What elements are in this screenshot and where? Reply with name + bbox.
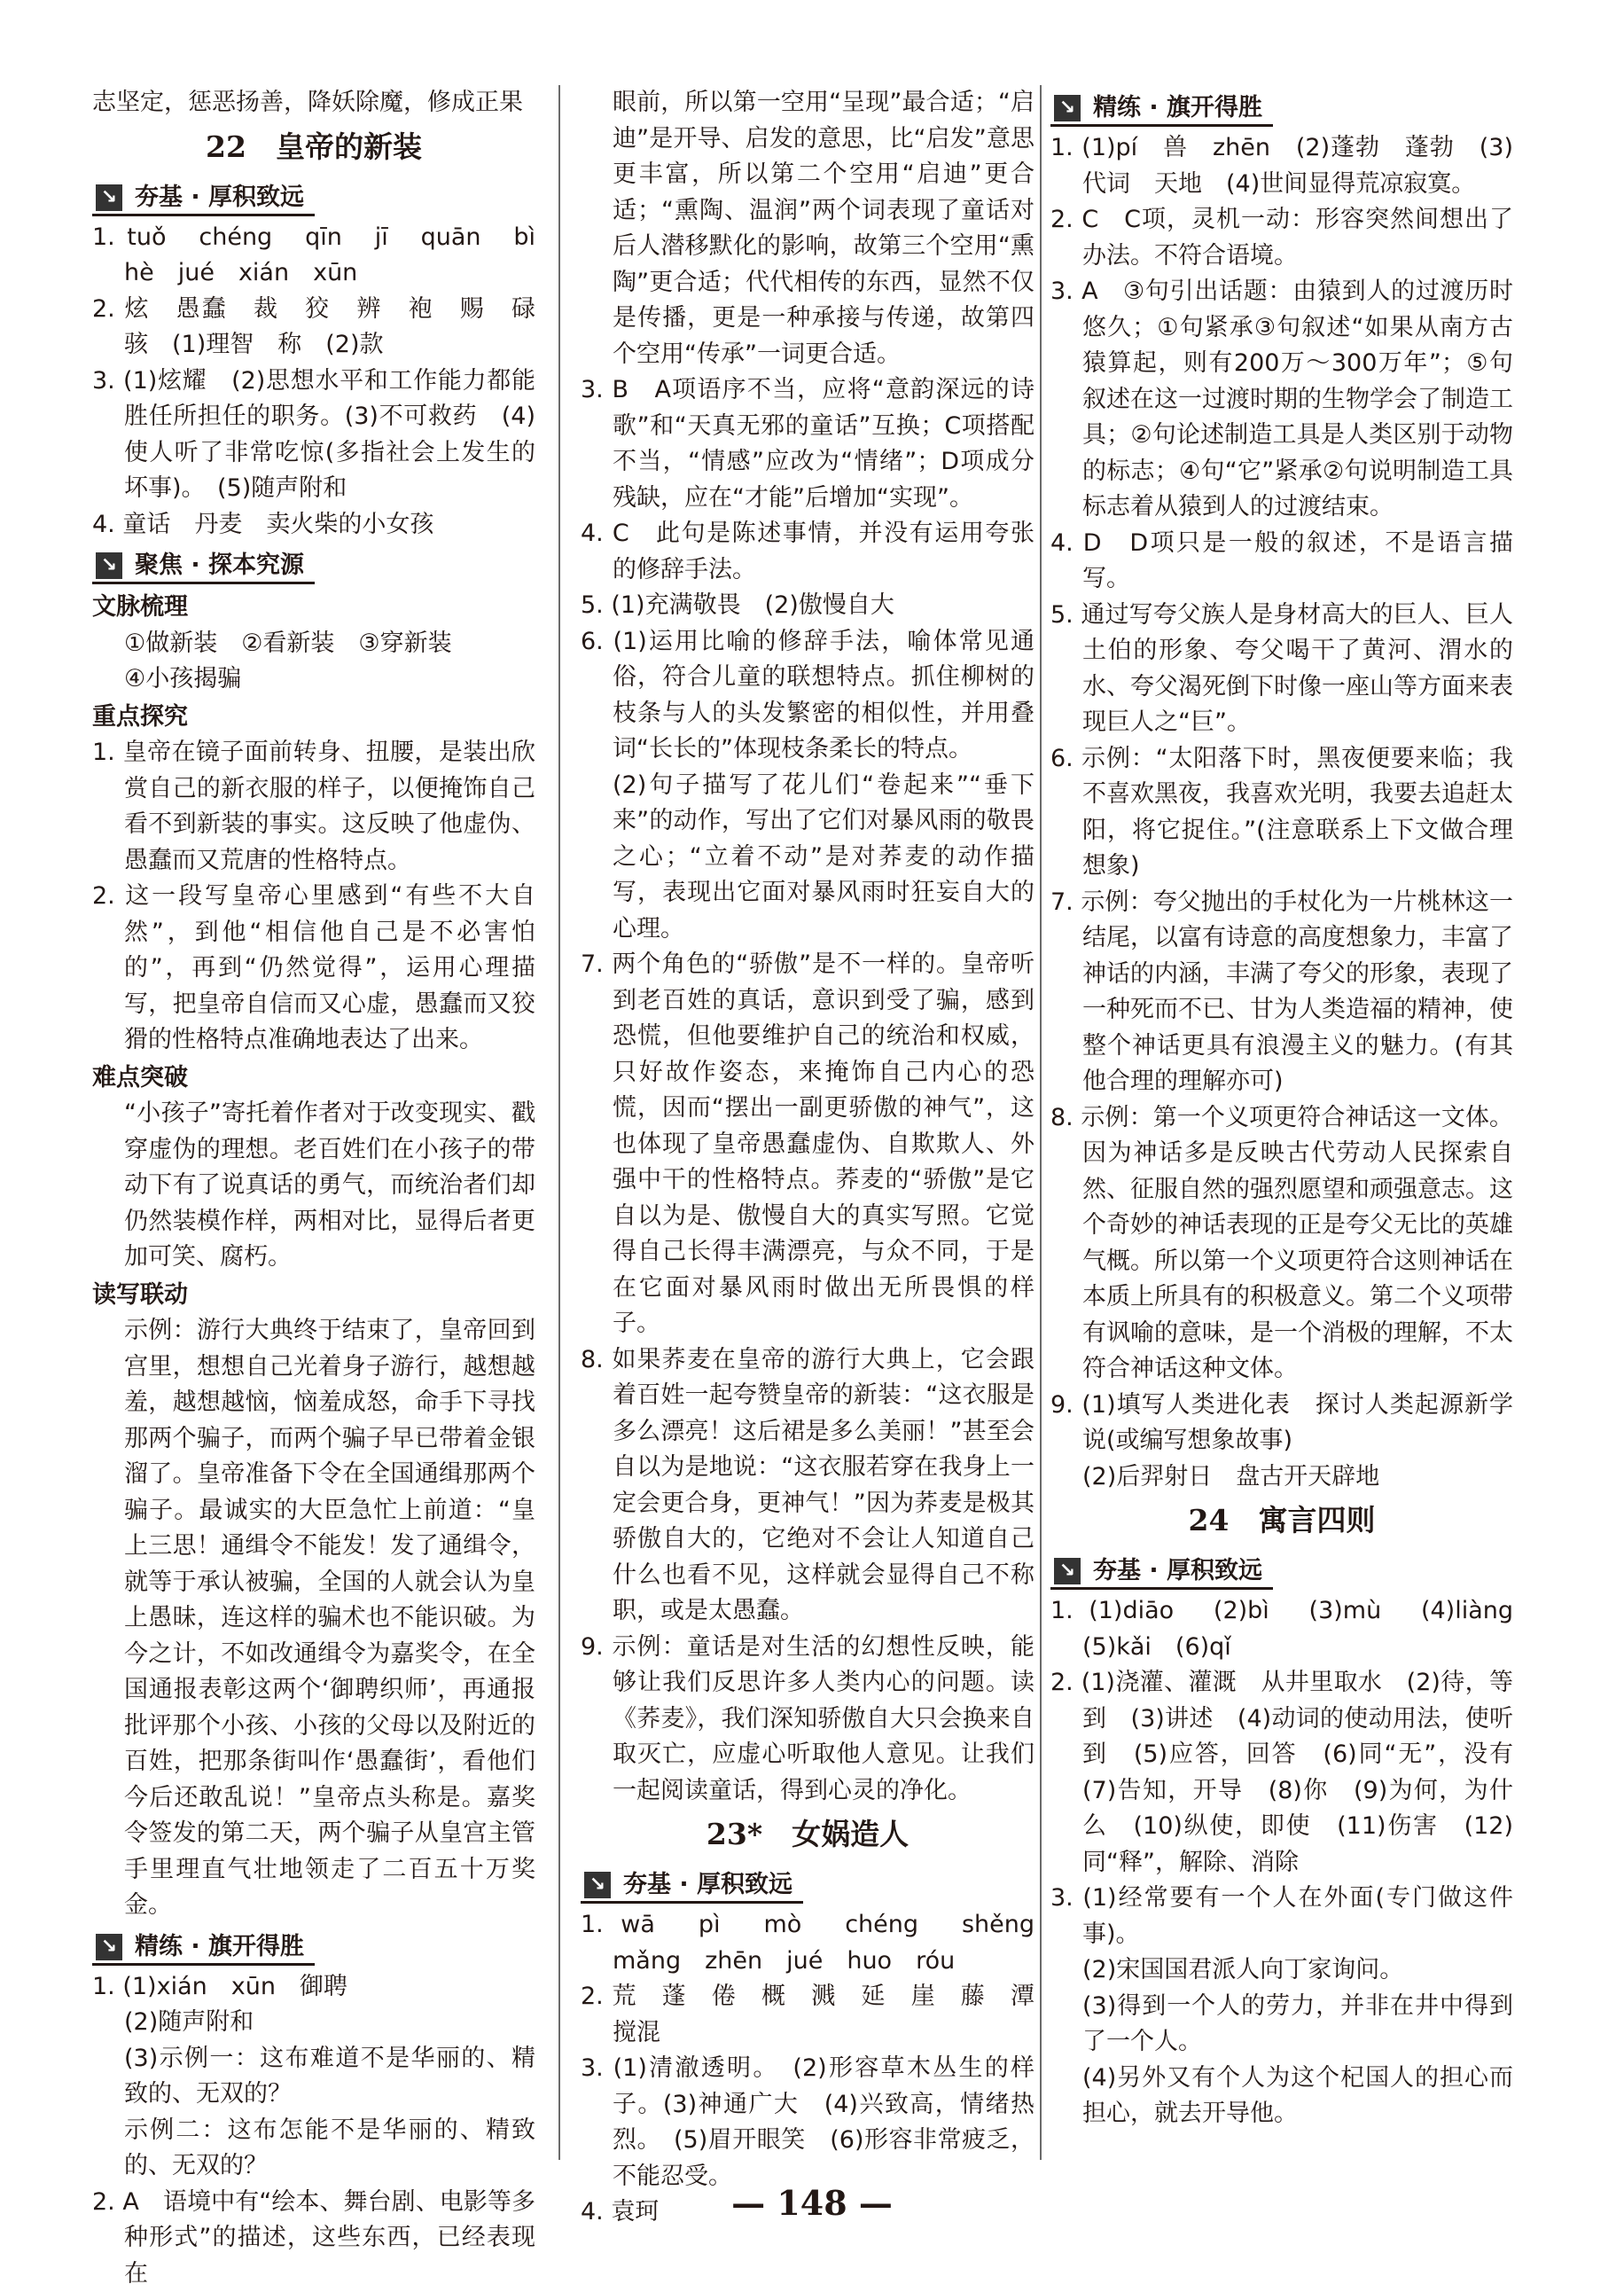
subsection-title: 重点探究	[92, 700, 535, 736]
answer-paragraph: “小孩子”寄托着作者对于改变现实、戳穿虚伪的理想。老百姓们在小孩子的带动下有了说真话的勇气，而统治者们却仍然装模作样，两相对比，显得后者更加可笑、腐朽。	[92, 1096, 535, 1276]
answer-paragraph: (2)宋国国君派人向丁家询问。	[1050, 1952, 1513, 1989]
answer-item: 3. B A项语序不当，应将“意韵深远的诗歌”和“天真无邪的童话”互换；C项搭配不当，“情感”应改为“情绪”；D项成分残缺，应在“才能”后增加“实现”。	[581, 372, 1035, 516]
section-label: 夯基 · 厚积致远	[135, 184, 304, 211]
section-label: 精练 · 旗开得胜	[135, 1933, 304, 1960]
section-header-row	[1050, 1548, 1513, 1593]
column-divider	[1040, 85, 1042, 2160]
answer-item: 2. 这一段写皇帝心里感到“有些不大自然”，到他“相信他自己是不必害怕的”，再到“仍然觉得”，运用心理描写，把皇帝自信而又心虚，愚蠢而又狡猾的性格特点准确地表达了出来。	[92, 879, 535, 1059]
section-arrow-icon: ↘	[96, 552, 122, 579]
answer-item: 7. 两个角色的“骄傲”是不一样的。皇帝听到老百姓的真话，意识到受了骗，感到恐慌，但他要维护自己的统治和权威，只好故作姿态，来掩饰自己内心的恐慌，因而“摆出一副更骄傲的神气”，这也体现了皇帝愚蠢虚伪、自欺欺人、外强中干的性格特点。荞麦的“骄傲”是它自以为是、傲慢自大的真实写照。它觉得自己长得丰满漂亮，与众不同，于是在它面对暴风雨时做出无所畏惧的样子。	[581, 947, 1035, 1342]
subsection-title: 文脉梳理	[92, 590, 535, 626]
section-arrow-icon: ↘	[96, 1934, 122, 1960]
answer-item: 2. A 语境中有“绘本、舞台剧、电影等多种形式”的描述，这些东西，已经表现在	[92, 2185, 535, 2292]
answer-item: 1. (1)pí 兽 zhēn (2)蓬勃 蓬勃 (3)代词 天地 (4)世间显得荒凉寂寞。	[1050, 130, 1513, 202]
section-header	[1050, 92, 1273, 127]
chapter-title: 24 寓言四则	[1050, 1497, 1513, 1545]
answer-item: 1. (1)xián xūn 御聘	[92, 1969, 535, 2006]
page-number: — 148 —	[0, 2183, 1624, 2223]
answer-item: 3. (1)经常要有一个人在外面(专门做这件事)。	[1050, 1881, 1513, 1952]
section-arrow-icon: ↘	[584, 1872, 611, 1898]
answer-item: 3. (1)清澈透明。 (2)形容草木丛生的样子。(3)神通广大 (4)兴致高，情绪热烈。 (5)眉开眼笑 (6)形容非常疲乏，不能忍受。	[581, 2051, 1035, 2194]
answer-item: 1. wā pì mò chéng shěng mǎng zhēn jué huo róu	[581, 1907, 1035, 1979]
column-divider	[558, 85, 560, 2160]
column-right	[1050, 85, 1513, 2132]
answer-paragraph: 示例：游行大典终于结束了，皇帝回到宫里，想想自己光着身子游行，越想越羞，越想越恼，恼羞成怒，命手下寻找那两个骗子，而两个骗子早已带着金银溜了。皇帝准备下令在全国通缉那两个骗子。最诚实的大臣急忙上前道：“皇上三思！通缉令不能发！发了通缉令，就等于承认被骗，全国的人就会认为皇上愚昧，连这样的骗术也不能识破。为今之计，不如改通缉令为嘉奖令，在全国通报表彰这两个‘御聘织师’，再通报批评那个小孩、小孩的父母以及附近的百姓，把那条街叫作‘愚蠢街’，看他们今后还敢乱说！”皇帝点头称是。嘉奖令签发的第二天，两个骗子从皇宫主管手里理直气壮地领走了二百五十万奖金。	[92, 1313, 535, 1924]
answer-item: 5. 通过写夸父族人是身材高大的巨人、巨人土伯的形象、夸父喝干了黄河、渭水的水、夸父渴死倒下时像一座山等方面来表现巨人之“巨”。	[1050, 598, 1513, 741]
column-left	[92, 85, 535, 2292]
answer-paragraph: 示例二：这布怎能不是华丽的、精致的、无双的？	[92, 2113, 535, 2185]
answer-paragraph: (2)随声附和	[92, 2005, 535, 2041]
answer-paragraph: ①做新装 ②看新装 ③穿新装	[92, 626, 535, 662]
section-label: 夯基 · 厚积致远	[623, 1871, 792, 1898]
section-header	[92, 182, 315, 216]
answer-item: 2. C C项，灵机一动：形容突然间想出了办法。不符合语境。	[1050, 202, 1513, 274]
answer-item: 2. 炫 愚蠢 裁 狡 辨 袍 赐 碌 骇 (1)理智 称 (2)款	[92, 292, 535, 364]
section-header	[92, 1931, 315, 1966]
section-header-row	[581, 1862, 1035, 1907]
answer-item: 2. (1)浇灌、灌溉 从井里取水 (2)待，等到 (3)讲述 (4)动词的使动用法，使听到 (5)应答，回答 (6)同“无”，没有 (7)告知，开导 (8)你 (9)为何，为什么 (10)纵使，即使 (11)伤害 (12)同“释”，解除、消除	[1050, 1665, 1513, 1881]
answer-item: 6. 示例：“太阳落下时，黑夜便要来临；我不喜欢黑夜，我喜欢光明，我要去追赶太阳，将它捉住。”(注意联系上下文做合理想象)	[1050, 741, 1513, 885]
text-line: 志坚定，惩恶扬善，降妖除魔，修成正果	[92, 85, 535, 121]
answer-item: 5. (1)充满敬畏 (2)傲慢自大	[581, 588, 1035, 624]
section-header-row	[92, 1924, 535, 1969]
answer-item: 9. 示例：童话是对生活的幻想性反映，能够让我们反思许多人类内心的问题。读《荞麦》，我们深知骄傲自大只会换来自取灭亡，应虚心听取他人意见。让我们一起阅读童话，得到心灵的净化。	[581, 1630, 1035, 1810]
chapter-title: 23* 女娲造人	[581, 1811, 1035, 1858]
answer-item: 4. 童话 丹麦 卖火柴的小女孩	[92, 507, 535, 544]
section-label: 聚焦 · 探本究源	[135, 551, 304, 579]
column-middle	[581, 85, 1035, 2231]
answer-item: 9. (1)填写人类进化表 探讨人类起源新学说(或编写想象故事)	[1050, 1388, 1513, 1459]
section-label: 精练 · 旗开得胜	[1093, 94, 1262, 121]
section-header-row	[92, 175, 535, 220]
subsection-title: 难点突破	[92, 1060, 535, 1097]
section-header	[92, 550, 315, 584]
section-arrow-icon: ↘	[96, 184, 122, 211]
answer-item: 1. (1)diāo (2)bì (3)mù (4)liàng (5)kǎi (6)qǐ	[1050, 1593, 1513, 1665]
answer-item: 8. 如果荞麦在皇帝的游行大典上，它会跟着百姓一起夸赞皇帝的新装：“这衣服是多么漂亮！这后裙是多么美丽！”甚至会自以为是地说：“这衣服若穿在我身上一定会更合身，更神气！”因为荞麦是极其骄傲自大的，它绝对不会让人知道自己什么也看不见，这样就会显得自己不称职，或是太愚蠢。	[581, 1342, 1035, 1630]
answer-paragraph: (2)后羿射日 盘古开天辟地	[1050, 1459, 1513, 1496]
answer-item: 4. C 此句是陈述事情，并没有运用夸张的修辞手法。	[581, 516, 1035, 588]
answer-item: 4. 袁珂	[581, 2194, 1035, 2231]
answer-paragraph: 眼前，所以第一空用“呈现”最合适；“启迪”是开导、启发的意思，比“启发”意思更丰富，所以第二个空用“启迪”更合适；“熏陶、温润”两个词表现了童话对后人潜移默化的影响，故第三个空用“熏陶”更合适；代代相传的东西，显然不仅是传播，更是一种承接与传递，故第四个空用“传承”一词更合适。	[581, 85, 1035, 372]
answer-item: 3. A ③句引出话题：由猿到人的过渡历时悠久；①句紧承③句叙述“如果从南方古猿算起，则有200万～300万年”；⑤句叙述在这一过渡时期的生物学会了制造工具；②句论述制造工具是人类区别于动物的标志；④句“它”紧承②句说明制造工具标志着从猿到人的过渡结束。	[1050, 274, 1513, 526]
answer-item: 6. (1)运用比喻的修辞手法，喻体常见通俗，符合儿童的联想特点。抓住柳树的枝条与人的头发繁密的相似性，并用叠词“长长的”体现枝条柔长的特点。	[581, 624, 1035, 768]
section-header	[1050, 1555, 1273, 1590]
subsection-title: 读写联动	[92, 1278, 535, 1314]
answer-item: 1. tuǒ chéng qīn jī quān bì hè jué xián xūn	[92, 220, 535, 292]
section-arrow-icon: ↘	[1054, 95, 1081, 121]
answer-paragraph: ④小孩揭骗	[92, 661, 535, 698]
section-header	[581, 1869, 803, 1904]
answer-paragraph: (3)示例一：这布难道不是华丽的、精致的、无双的？	[92, 2041, 535, 2113]
answer-item: 8. 示例：第一个义项更符合神话这一文体。因为神话多是反映古代劳动人民探索自然、征服自然的强烈愿望和顽强意志。这个奇妙的神话表现的正是夸父无比的英雄气概。所以第一个义项更符合这则神话在本质上所具有的积极意义。第二个义项带有讽喻的意味，是一个消极的理解，不太符合神话这种文体。	[1050, 1100, 1513, 1388]
section-arrow-icon: ↘	[1054, 1558, 1081, 1584]
answer-item: 7. 示例：夸父抛出的手杖化为一片桃林这一结尾，以富有诗意的高度想象力，丰富了神话的内涵，丰满了夸父的形象，表现了一种死而不已、甘为人类造福的精神，使整个神话更具有浪漫主义的魅力。(有其他合理的理解亦可)	[1050, 885, 1513, 1100]
answer-paragraph: (3)得到一个人的劳力，并非在井中得到了一个人。	[1050, 1989, 1513, 2061]
answer-item: 3. (1)炫耀 (2)思想水平和工作能力都能胜任所担任的职务。(3)不可救药 (4)使人听了非常吃惊(多指社会上发生的坏事)。 (5)随声附和	[92, 364, 535, 507]
answer-item: 2. 荒 蓬 倦 概 溅 延 崖 藤 潭 搅混	[581, 1979, 1035, 2051]
section-header-row	[1050, 85, 1513, 130]
answer-item: 1. 皇帝在镜子面前转身、扭腰，是装出欣赏自己的新衣服的样子，以便掩饰自己看不到新装的事实。这反映了他虚伪、愚蠢而又荒唐的性格特点。	[92, 735, 535, 879]
answer-paragraph: (4)另外又有个人为这个杞国人的担心而担心，就去开导他。	[1050, 2061, 1513, 2132]
section-label: 夯基 · 厚积致远	[1093, 1557, 1262, 1584]
answer-paragraph: (2)句子描写了花儿们“卷起来”“垂下来”的动作，写出了它们对暴风雨的敬畏之心；“立着不动”是对荞麦的动作描写，表现出它面对暴风雨时狂妄自大的心理。	[581, 768, 1035, 948]
section-header-row	[92, 543, 535, 588]
chapter-title: 22 皇帝的新装	[92, 123, 535, 171]
answer-item: 4. D D项只是一般的叙述，不是语言描写。	[1050, 526, 1513, 598]
